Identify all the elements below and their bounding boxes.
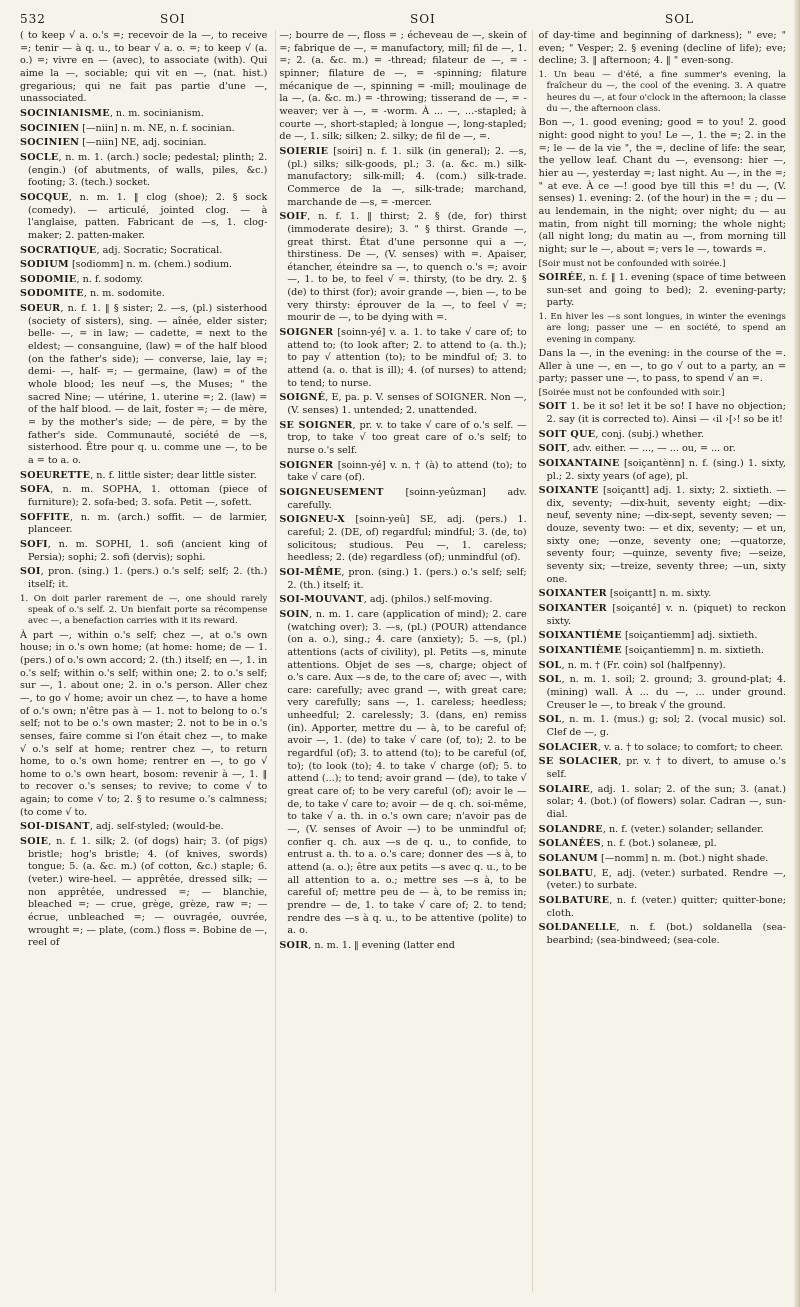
entry-headword: SOL (538, 659, 562, 671)
usage-note (539, 312, 786, 346)
entry-headword: SOLANDRE (538, 823, 603, 835)
entry-headword: SOFFITE (20, 511, 70, 523)
entry-headword: SOCQUE (20, 191, 69, 203)
column-divider (275, 30, 276, 1292)
usage-note (539, 259, 786, 270)
running-head-right: SOL (665, 12, 695, 26)
dictionary-entry (20, 152, 267, 190)
entry-text: , n. m. † (Fr. coin) sol (halfpenny). (561, 659, 726, 671)
entry-headword: SOIXANTIÈME (538, 645, 622, 657)
entry-headword: SOFI (20, 538, 48, 550)
dictionary-entry (20, 630, 267, 820)
entry-text: [soiçantènn] n. f. (sing.) 1. sixty, pl.; 2. sixty years (of age), pl. (546, 457, 786, 482)
entry-headword: SOCINIEN (20, 122, 80, 134)
entry-text: , pr. v. † to divert, to amuse o.'s self. (546, 756, 786, 780)
dictionary-entry (539, 756, 786, 781)
entry-headword: SOIXANTER (538, 588, 607, 600)
dictionary-entry (279, 514, 526, 565)
usage-note (20, 594, 267, 628)
entry-headword: SOI-DISANT (20, 821, 90, 833)
dictionary-entry (279, 567, 526, 592)
entry-text: , n. m. sodomite. (83, 288, 165, 300)
dictionary-entry (20, 245, 267, 258)
dictionary-entry (539, 443, 786, 456)
entry-headword: SOL (538, 674, 562, 686)
dictionary-entry (20, 484, 267, 509)
entry-text: [soinn-yé] v. n. † (à) to attend (to); to take √ care (of). (287, 459, 527, 484)
dictionary-entry (539, 645, 786, 658)
column-middle (279, 30, 526, 1300)
dictionary-entry (279, 211, 526, 325)
entry-text: , n. m. 1. ‖ evening (latter end (308, 939, 455, 951)
entry-text: Bon —, 1. good evening; good = to you! 2. good night: good night to you! Le —, 1. the =; 2. in the =; le — de la vie ", the =, decline of life: the sear, the yellow leaf. Chant du —, evensong: hier —, hier au —, yesterday =; last night. Au —, in the =; " at eve. À ce —! good bye till this =! du —, (V. senses) 1. evening: 2. (of the hour) in the = ; du — au lendemain, in the night; over night; du — au matin, from night till morning; the whole night; (all night long; du matin au —, from morning till night; sur le —, about =; vers le —, towards =. (538, 117, 786, 255)
entry-text: , n. f. (veter.) solander; sellander. (602, 823, 764, 835)
entry-headword: SOIF (279, 211, 308, 223)
dictionary-entry (539, 603, 786, 628)
entry-text: , n. m. 1. soil; 2. ground; 3. ground-plat; 4. (mining) wall. À ... du —, ... under ground. Creuser le —, to break √ the ground. (546, 674, 786, 711)
dictionary-entry (539, 588, 786, 601)
entry-text: , n. f. 1. ‖ § sister; 2. —s, (pl.) sisterhood (society of sisters), sing. — aînée, elder sister; belle- —, = in law; — cadette, = next to the eldest; — consanguine, (law) = of the half blood (on the father's side); — converse, laie, lay =; demi- —, half- =; — germaine, (law) = of the whole blood; les neuf —s, the Muses; " the sacred Nine; — utérine, 1. uterine =; 2. (law) = of the half blood. — de lait, foster =; — de mère, = by the mother's side; — de père, = by the father's side. Communauté, société de —s, sisterhood. Être pour q. u. comme une —, to be a = to a. o. (28, 303, 268, 466)
entry-headword: SOCLE (20, 151, 59, 163)
entry-text: 1. En hiver les —s sont longues, in winter the evenings are long; passer une — en société, to spend an evening in company. (538, 311, 786, 345)
entry-text: Dans la —, in the evening: in the course of the =. Aller à une —, en —, to go √ out to a party, an = party; passer une —, to pass, to spend √ an =. (538, 347, 786, 385)
page-edge-shadow (794, 0, 800, 1307)
entry-text: ( to keep √ a. o.'s =; recevoir de la —, to receive =; tenir — à q. u., to bear √ a. o. =; to keep √ (a. o.) =; vivre en — (avec), to associate (with). Qui aime la —, sociable; qui vit en —, (nat. hist.) gregarious; qui ne fait pas partie d'une —, unassociated. (20, 30, 268, 105)
entry-text: , n. m. 1. (arch.) socle; pedestal; plinth; 2. (engin.) (of abutments, of walls, piles, &c.) footing; 3. (tech.) socket. (28, 151, 268, 189)
entry-text: , pron. (sing.) 1. (pers.) o.'s self; self; 2. (th.) itself; it. (287, 566, 527, 591)
dictionary-entry (539, 401, 786, 426)
entry-text: [soiçantiemm] n. m. sixtieth. (621, 645, 764, 657)
dictionary-columns (20, 30, 786, 1300)
column-divider (532, 30, 533, 1292)
entry-text: , adj. Socratic; Socratical. (96, 244, 223, 256)
entry-headword: SOEURETTE (20, 469, 91, 481)
entry-text: , n. m. SOPHI, 1. sofi (ancient king of Persia); sophi; 2. sofi (dervis); sophi. (28, 538, 268, 563)
dictionary-entry (539, 868, 786, 893)
dictionary-entry (539, 824, 786, 837)
entry-text: [soinn-yé] v. a. 1. to take √ care of; to attend to; (to look after; 2. to attend to (a. th.); to pay √ attention (to); to be mindful of; 3. to attend (a. o. that is ill); 4. (of nurses) to attend; to tend; to nurse. (287, 327, 527, 389)
entry-headword: SOIT QUE (538, 428, 596, 440)
dictionary-entry (539, 922, 786, 947)
entry-text: , n. f. ‖ 1. evening (space of time between sun-set and going to bed); 2. evening-party; party. (546, 271, 786, 309)
entry-headword: SE SOIGNER (279, 419, 353, 431)
dictionary-entry (539, 458, 786, 483)
dictionary-entry (539, 742, 786, 755)
dictionary-entry (279, 30, 526, 144)
entry-headword: SOCINIEN (20, 137, 80, 149)
dictionary-entry (539, 838, 786, 851)
dictionary-entry (279, 940, 526, 953)
entry-text: [soiri] n. f. 1. silk (in general); 2. —s, (pl.) silks; silk-goods, pl.; 3. (a. &c. m.) silk-manufactory; silk-mill; 4. (com.) silk-trade. Commerce de la —, silk-trade; marchand, marchande de —s, = -mercer. (287, 145, 527, 208)
entry-text: [—nomm] n. m. (bot.) night shade. (598, 852, 769, 864)
usage-note (539, 70, 786, 115)
entry-text: [sodiomm] n. m. (chem.) sodium. (68, 259, 232, 271)
entry-text: , E, pa. p. V. senses of SOIGNER. Non —, (V. senses) 1. untended; 2. unattended. (287, 392, 527, 417)
entry-text: , n. f. sodomy. (76, 273, 144, 285)
entry-headword: SOLACIER (538, 741, 598, 753)
column-left (20, 30, 267, 1300)
dictionary-entry (539, 714, 786, 739)
entry-headword: SOI (20, 566, 41, 578)
entry-headword: SODIUM (20, 259, 69, 271)
entry-headword: SOIRÉE (538, 271, 583, 283)
entry-text: , pron. (sing.) 1. (pers.) o.'s self; self; 2. (th.) itself; it. (28, 566, 268, 590)
entry-headword: SOI-MÊME (279, 566, 342, 578)
entry-text: —; bourre de —, floss = ; écheveau de —, skein of =; fabrique de —, = manufactory, mill; fil de —, 1. =; 2. (a. &c. m.) = -thread; filateur de —, = -spinner; filature de —, = -spinning; filature mécanique de —, spinning = -mill; moulinage de la —, (a. &c. m.) = -throwing; tisserand de —, = -weaver; ver à —, = -worm. À ... —, ...-stapled; à courte —, short-stapled; à longue —, long-stapled; de —, 1. silk; silken; 2. silky; de fil de —, =. (279, 30, 527, 143)
dictionary-entry (539, 630, 786, 643)
dictionary-entry (279, 146, 526, 209)
entry-text: , n. m. 1. (mus.) g; sol; 2. (vocal music) sol. Clef de —, g. (546, 714, 786, 738)
dictionary-entry (539, 348, 786, 386)
dictionary-entry (539, 784, 786, 822)
entry-text: , n. f. (bot.) soldanella (sea-bearbind; (sea-bindweed; (sea-cole. (546, 922, 786, 946)
dictionary-entry (539, 117, 786, 256)
entry-headword: SOIGNÉ (279, 392, 326, 404)
dictionary-entry (20, 566, 267, 591)
entry-headword: SOIGNEU-X (279, 514, 346, 526)
entry-text: [—niin] n. m. NE, n. f. socinian. (79, 122, 235, 134)
entry-text: , n. f. (bot.) solaneæ, pl. (600, 838, 717, 850)
entry-headword: SOIGNEUSEMENT (279, 486, 384, 498)
entry-headword: SOCRATIQUE (20, 244, 97, 256)
entry-headword: SOIXANTER (538, 603, 607, 615)
entry-text: 1. Un beau — d'été, a fine summer's evening, la fraîcheur du —, the cool of the evening. 3. A quatre heures du —, at four o'clock in the afternoon; la classe du —, the afternoon class. (538, 69, 786, 114)
entry-headword: SOIXANTIÈME (538, 630, 622, 642)
entry-text: , adj. self-styled; (would-be. (89, 821, 224, 833)
usage-note (539, 388, 786, 399)
dictionary-entry (20, 30, 267, 106)
dictionary-entry (539, 272, 786, 310)
entry-headword: SOIXANTAINE (538, 457, 620, 469)
dictionary-entry (539, 895, 786, 920)
entry-text: , v. a. † to solace; to comfort; to cheer. (597, 741, 783, 753)
entry-headword: SOLANÉES (538, 838, 601, 850)
entry-headword: SOLAIRE (538, 783, 591, 795)
dictionary-entry (20, 303, 267, 468)
entry-text: À part —, within o.'s self; chez —, at o.'s own house; in o.'s own home; (at home: home; de — 1. (pers.) of o.'s own accord; 2. (th.) itself; en —, 1. in o.'s self; within o.'s self; within one; 2. to o.'s self; sur —, 1. about one; 2. in o.'s person. Aller chez —, to go √ home; avoir un chez —, to have a home of o.'s own; n'être pas à — 1. not to belong to o.'s self; not to be o.'s own master; 2. not to be in o.'s senses, faire comme si l'on était chez —, to make √ o.'s self at home; rentrer chez —, to return home, to o.'s own home; rentrer en —, to go √ home to o.'s own heart, bosom: revenir à —, 1. ‖ to recover o.'s senses; to revive; to come √ to again; to come √ to; 2. § to resume o.'s calmness; (to come √ to. (20, 629, 268, 818)
dictionary-entry (539, 429, 786, 442)
running-head-center: SOI (410, 12, 436, 26)
entry-text: , n. f. 1. ‖ thirst; 2. § (de, for) thirst (immoderate desire); 3. " § thirst. Grande —, great thirst. État d'une personne qui a —, thirstiness. De —, (V. senses) with =. Apaiser, étancher, éteindre sa —, to quench o.'s =; avoir —, 1. to be, to feel √ =. thirsty, (to be dry. 2. § (de) to thirst (for); avoir grande —, bien —, to be very thirsty: éprouver de la —, to feel √ =; mourir de —, to be dying with =. (287, 211, 527, 324)
entry-headword: SOL (538, 714, 562, 726)
entry-text: , n. f. 1. silk; 2. (of dogs) hair; 3. (of pigs) bristle; hog's bristle; 4. (of knives, swords) tongue; 5. (a. &c. m.) (of cotton, &c.) staple; 6. (veter.) wire-heel. — apprêtée, dressed silk; — non apprêtée, undressed =; — blanchie, bleached =; — crue, grège, grèze, raw =; — écrue, unbleached =; — ouvragée, ouvrée, wrought =; — plate, (com.) floss =. Bobine de —, reel of (28, 836, 268, 949)
dictionary-entry (20, 108, 267, 121)
entry-text: , n. m. 1. ‖ clog (shoe); 2. § sock (comedy). — articulé, jointed clog. — à l'anglaise, patten. Fabricant de —s, 1. clog-maker; 2. patten-maker. (28, 191, 268, 241)
dictionary-entry (20, 288, 267, 301)
entry-headword: SOLBATU (538, 867, 594, 879)
page-header (20, 8, 786, 30)
entry-headword: SOIT (538, 401, 567, 413)
entry-text: , adj. 1. solar; 2. of the sun; 3. (anat.) solar; 4. (bot.) (of flowers) solar. Cadran —, sun-dial. (546, 783, 786, 820)
dictionary-entry (539, 660, 786, 673)
dictionary-entry (279, 594, 526, 607)
entry-text: 1. On doit parler rarement de —, one should rarely speak of o.'s self. 2. Un bienfait porte sa récompense avec —, a benefaction carries with it its reward. (20, 593, 268, 627)
entry-text: , n. m. 1. care (application of mind); 2. care (watching over); 3. —s, (pl.) (POUR) attendance (on a. o.), sing.; 4. care (anxiety); 5. —s, (pl.) attentions (acts of civility), pl. Petits —s, minute attentions. Objet de ses —s, charge; object of o.'s care. Aux —s de, to the care of; avec —, with care: carefully; avec grand —, with great care; very carefully; sans —, 1. careless; heedless; unheedful; 2. carelessly; 3. (dans, en) remiss (in). Apporter, mettre du — à, to be careful of; avoir —, 1. (de) to take √ care (of, to); 2. to be regardful (of); 3. to attend (to); to be careful (of, to); (to look (to); 4. to take √ charge (of); 5. to attend (...); to tend; avoir grand — (de), to take √ great care of; to be very careful (of); avoir le — de, to take √ care to; avoir — de q. ch. soi-même, to take √ a. th. in o.'s own care; n'avoir pas de —, (V. senses of Avoir —) to be unmindful of; confier q. ch. aux —s de q. u., to confide, to entrust a. th. to a. o.'s care; donner des —s à, to attend (a. o.); être aux petits —s avec q. u., to be all attention to a. o.; mettre ses —s à, to be careful of; mettre peu de — à, to be remiss in; prendre — de, 1. to take √ care of; 2. to tend; rendre des —s à q. u., to be attentive (polite) to a. o. (287, 608, 527, 937)
entry-text: 1. be it so! let it be so! I have no objection; 2. say (it is corrected to). Ainsi — ‹il ›[›! so be it! (546, 401, 786, 425)
entry-text: [soinn-yeû] SE, adj. (pers.) 1. careful; 2. (DE, of) regardful; mindful; 3. (de, to) solicitous; studious. Peu —, 1. careless; heedless; 2. (de) regardless (of); unmindful (of). (287, 514, 527, 564)
dictionary-entry (279, 609, 526, 938)
dictionary-entry (279, 420, 526, 458)
dictionary-entry (20, 123, 267, 136)
entry-text: , n. m. socinianism. (109, 107, 204, 119)
dictionary-entry (539, 853, 786, 866)
dictionary-entry (279, 460, 526, 485)
entry-headword: SOIGNER (279, 459, 334, 471)
entry-headword: SOIERIE (279, 145, 329, 157)
entry-text: , adj. (philos.) self-moving. (363, 594, 493, 606)
dictionary-entry (20, 259, 267, 272)
dictionary-entry (20, 192, 267, 243)
dictionary-entry (20, 836, 267, 950)
entry-headword: SOCINIANISME (20, 107, 110, 119)
entry-text: [soiçantt] n. m. sixty. (606, 588, 712, 600)
dictionary-entry (279, 327, 526, 390)
entry-text: , n. m. SOPHA, 1. ottoman (piece of furniture); 2. sofa-bed; 3. sofa. Petit —, sofett. (28, 484, 268, 508)
column-right (539, 30, 786, 1300)
dictionary-entry (20, 512, 267, 537)
entry-headword: SOIE (20, 836, 49, 848)
entry-text: [soiçantt] adj. 1. sixty; 2. sixtieth. —dix, seventy; —dix-huit, seventy eight; —dix-neuf, seventy nine; —dix-sept, seventy seven; —douze, seventy two: — et dix, seventy; — et un, sixty one; —onze, seventy one; —quatorze, seventy four; —quinze, seventy five; —seize, seventy six; —treize, seventy three; —un, sixty one. (546, 485, 786, 585)
entry-headword: SOLBATURE (538, 894, 610, 906)
entry-headword: SODOMIE (20, 273, 77, 285)
entry-headword: SOLDANELLE (538, 922, 617, 934)
entry-text: [soinn-yeûzman] adv. carefully. (287, 486, 527, 511)
entry-headword: SOIT (538, 443, 567, 455)
dictionary-entry (20, 821, 267, 834)
entry-headword: SOLANUM (538, 852, 598, 864)
running-head-left: SOI (160, 12, 186, 26)
entry-headword: SOFA (20, 484, 51, 496)
dictionary-entry (20, 137, 267, 150)
dictionary-entry (20, 539, 267, 564)
entry-text: , conj. (subj.) whether. (595, 428, 705, 440)
entry-text: , n. f. little sister; dear little sister. (90, 469, 257, 481)
dictionary-entry (20, 274, 267, 287)
entry-text: [soiçantiemm] adj. sixtieth. (621, 630, 758, 642)
entry-text: [soiçanté] v. n. (piquet) to reckon sixty. (546, 603, 786, 627)
dictionary-entry (539, 485, 786, 586)
entry-text: , adv. either. — ..., — ... ou, = ... or. (566, 443, 736, 455)
entry-headword: SE SOLACIER (538, 756, 619, 768)
entry-headword: SOEUR (20, 303, 61, 315)
entry-text: , E, adj. (veter.) surbated. Rendre —, (veter.) to surbate. (546, 867, 786, 892)
entry-text: [Soirée must not be confounded with soir.] (538, 387, 725, 398)
entry-text: , n. m. (arch.) soffit. — de larmier, planceer. (28, 511, 268, 536)
entry-text: of day-time and beginning of darkness); " eve; " even; " Vesper; 2. § evening (decline of life); eve; decline; 3. ‖ afternoon; 4. ‖ " even-song. (538, 30, 786, 67)
entry-headword: SOIXANTE (538, 485, 599, 497)
entry-text: [Soir must not be confounded with soirée.] (538, 258, 726, 269)
entry-headword: SOI-MOUVANT (279, 594, 364, 606)
dictionary-entry (20, 470, 267, 483)
entry-headword: SOIN (279, 608, 310, 620)
entry-text: [—niin] NE, adj. socinian. (79, 137, 207, 149)
dictionary-entry (279, 487, 526, 512)
entry-headword: SODOMITE (20, 288, 84, 300)
entry-text: , n. f. (veter.) quitter; quitter-bone; cloth. (546, 894, 786, 919)
dictionary-entry (539, 674, 786, 712)
dictionary-entry (279, 392, 526, 417)
page-number: 532 (20, 12, 46, 26)
entry-headword: SOIGNER (279, 327, 334, 339)
entry-text: , pr. v. to take √ care of o.'s self. — trop, to take √ too great care of o.'s self; to nurse o.'s self. (287, 419, 527, 456)
entry-headword: SOIR (279, 939, 309, 951)
dictionary-entry (539, 30, 786, 68)
